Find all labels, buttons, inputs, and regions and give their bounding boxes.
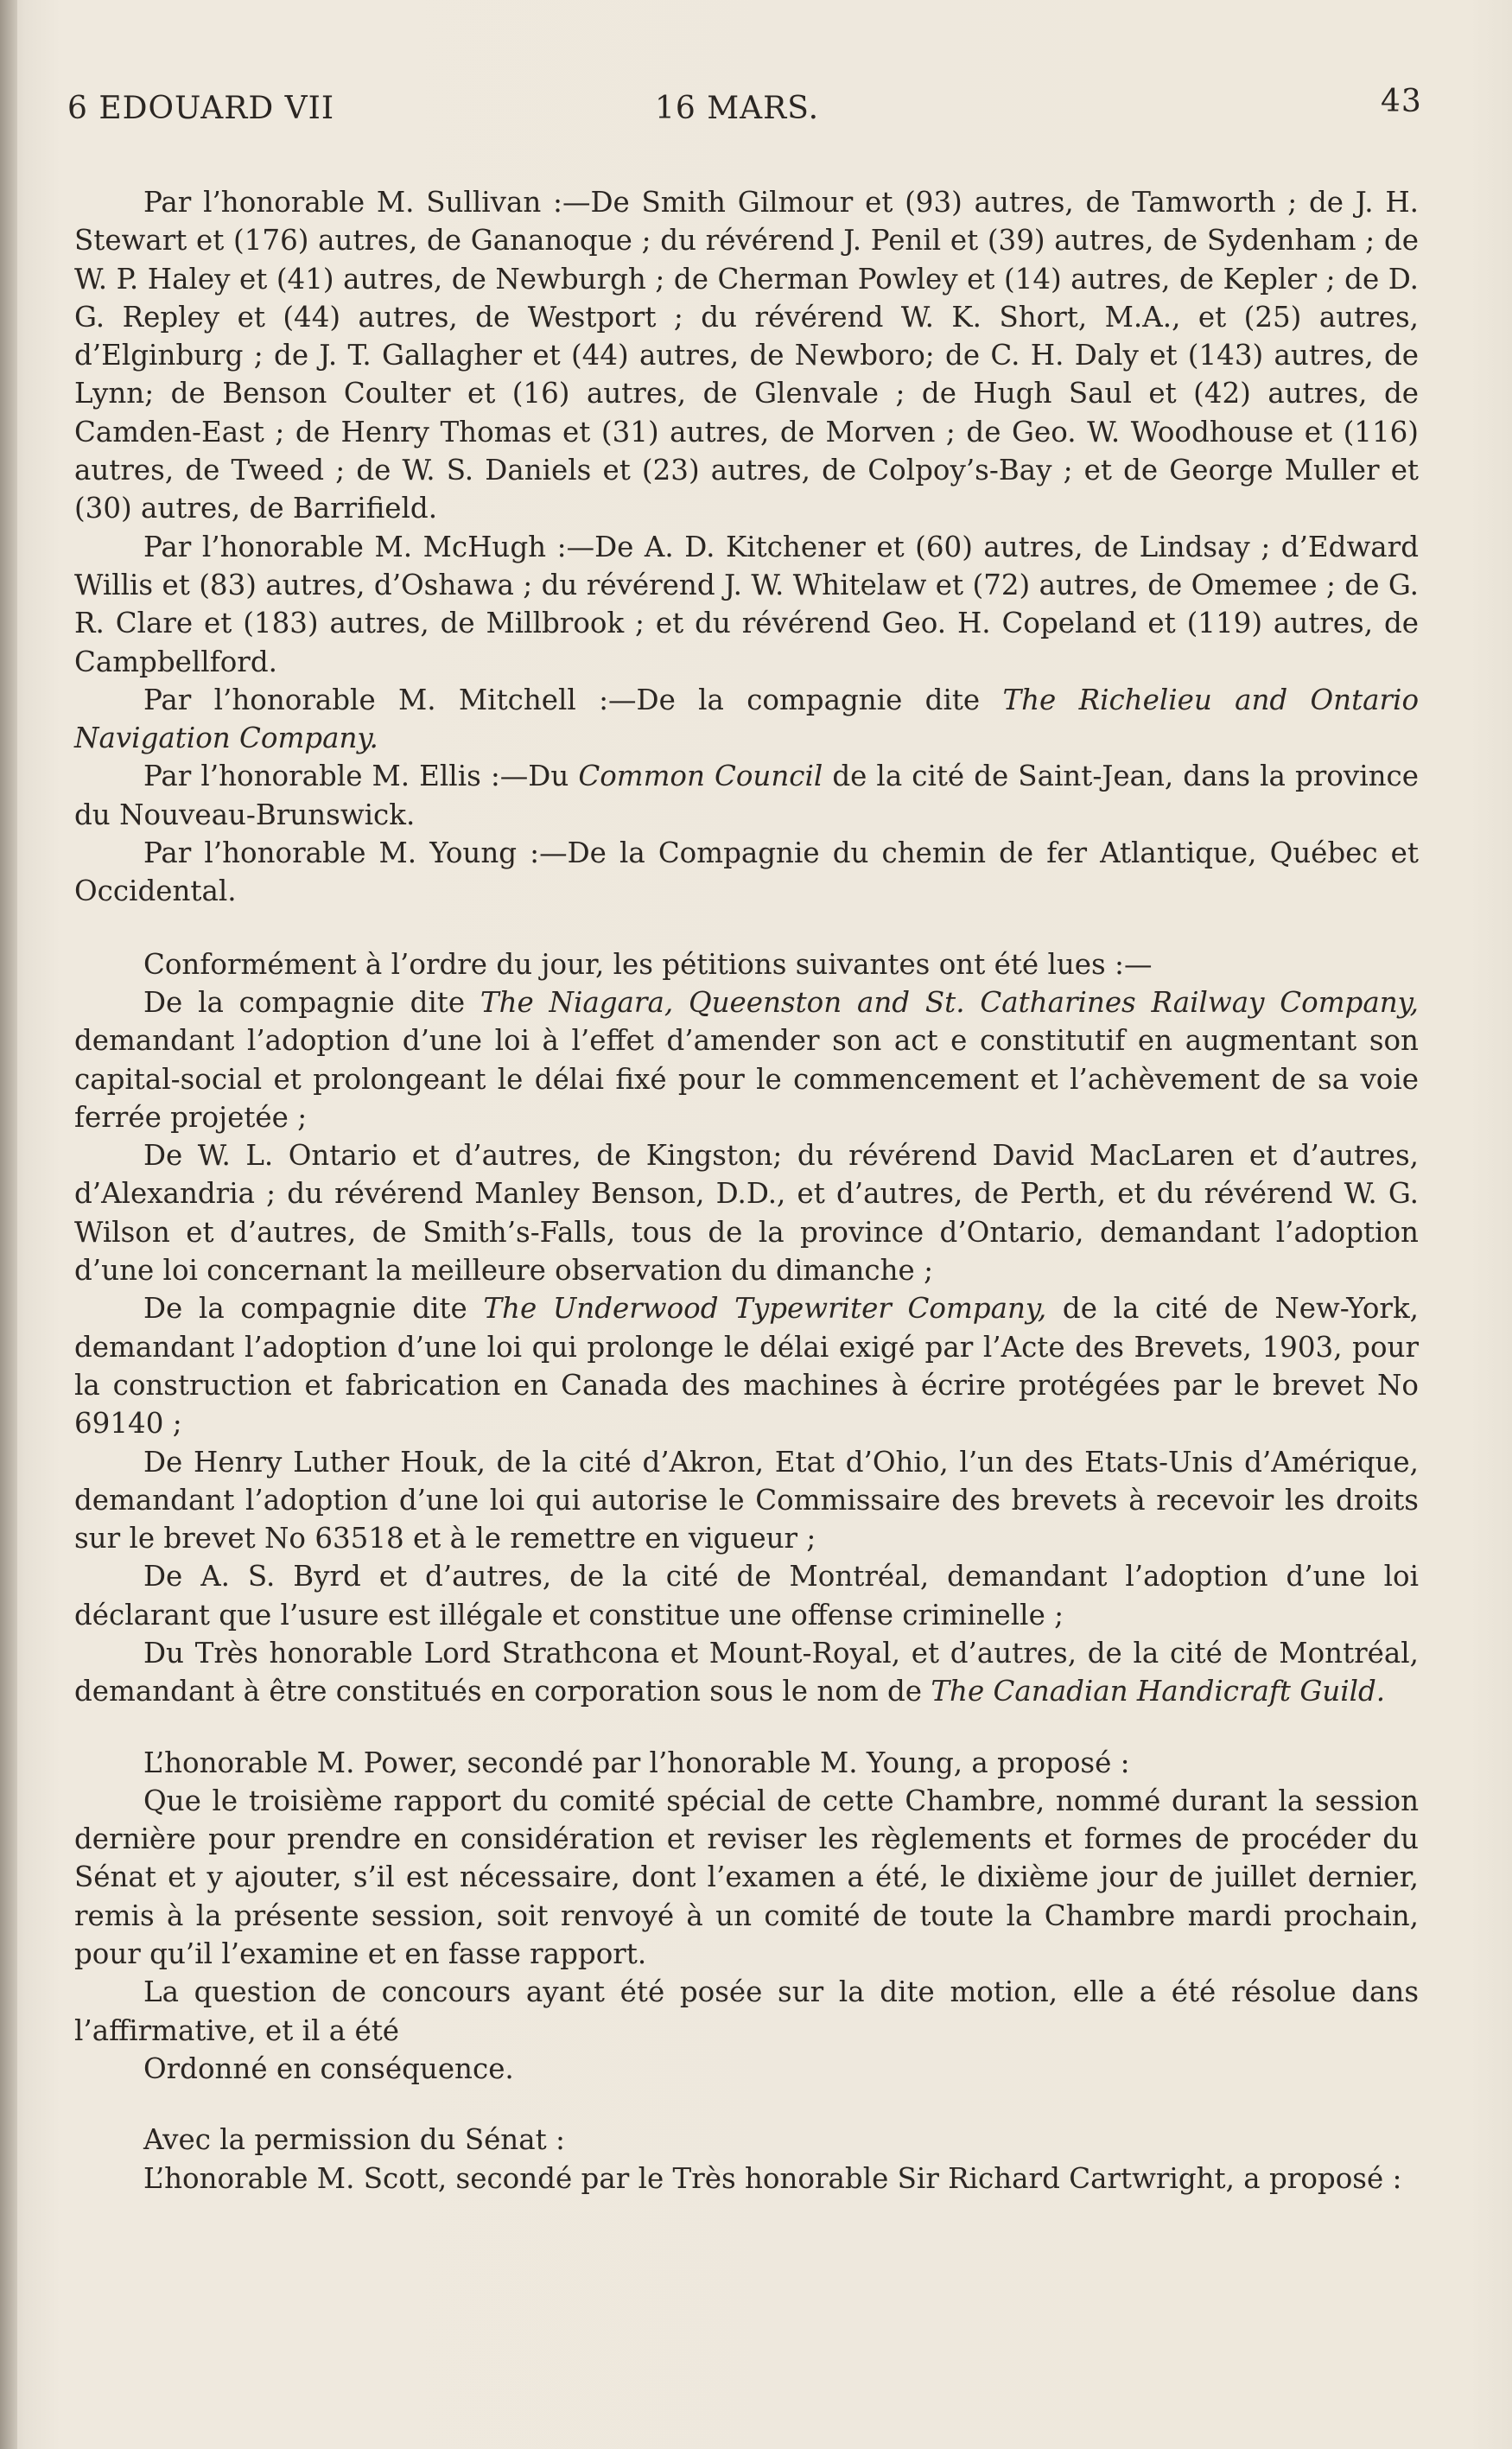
petition-handicraft-guild: Du Très honorable Lord Strathcona et Mount-Royal, et d’autres, de la cité de Montréal, demandant à être constitués en corporation sous le nom de The Canadian Handicraft Guild. xyxy=(74,1636,1419,1708)
petition-usury: De A. S. Byrd et d’autres, de la cité de Montréal, demandant l’adoption d’une loi déclarant que l’usure est illégale et constitue une offense criminelle ; xyxy=(74,1560,1419,1632)
page-body xyxy=(74,183,1419,2198)
scott-motion-intro: L’honorable M. Scott, secondé par le Très honorable Sir Richard Cartwright, a proposé : xyxy=(143,2161,1402,2195)
motion-text: Que le troisième rapport du comité spécial de cette Chambre, nommé durant la session dernière pour prendre en considération et reviser les règlements et formes de procéder du Sénat et y ajouter, s’il est nécessaire, dont l’examen a été, le dixième jour de juillet dernier, remis à la présente session, soit renvoyé à un comité de toute la Chambre mardi prochain, pour qu’il l’examine et en fasse rapport. xyxy=(74,1784,1419,1971)
petition-underwood-typewriter: De la compagnie dite The Underwood Typewriter Company, de la cité de New-York, demandant l’adoption d’une loi qui prolonge le délai exigé par l’Acte des Brevets, 1903, pour la construction et fabrication en Canada des machines à écrire protégées par le brevet No 69140 ; xyxy=(74,1292,1419,1441)
running-header-left: 6 EDOUARD VII xyxy=(67,91,335,126)
petition-sunday-observance: De W. L. Ontario et d’autres, de Kingston; du révérend David MacLaren et d’autres, d’Alexandria ; du révérend Manley Benson, D.D., et d’autres, de Perth, et du révérend W. G. Wilson et d’autres, de Smith’s-Falls, tous de la province d’Ontario, demandant l’adoption d’une loi concernant la meilleure observation du dimanche ; xyxy=(74,1139,1419,1288)
permission-line: Avec la permission du Sénat : xyxy=(143,2123,565,2157)
petition-houk-patent: De Henry Luther Houk, de la cité d’Akron, Etat d’Ohio, l’un des Etats-Unis d’Amérique, demandant l’adoption d’une loi qui autorise le Commissaire des brevets à recevoir les droits sur le brevet No 63518 et à le remettre en vigueur ; xyxy=(74,1445,1419,1555)
motion-ordered: Ordonné en conséquence. xyxy=(143,2051,514,2085)
motion-intro: L’honorable M. Power, secondé par l’honorable M. Young, a proposé : xyxy=(143,1746,1130,1779)
page-binding-edge xyxy=(0,0,17,2449)
running-header-date: 16 MARS. xyxy=(655,91,820,126)
petition-mchugh: Par l’honorable M. McHugh :—De A. D. Kitchener et (60) autres, de Lindsay ; d’Edward Willis et (83) autres, d’Oshawa ; du révérend J. W. Whitelaw et (72) autres, de Omemee ; de G. R. Clare et (183) autres, de Millbrook ; et du révérend Geo. H. Copeland et (119) autres, de Campbellford. xyxy=(74,530,1419,678)
petition-niagara-railway: De la compagnie dite The Niagara, Queenston and St. Catharines Railway Company, demandant l’adoption d’une loi à l’effet d’amender son act e constitutif en augmentant son capital-social et prolongeant le délai fixé pour le commencement et l’achèvement de sa voie ferrée projetée ; xyxy=(74,985,1419,1134)
petitions-read-intro: Conformément à l’ordre du jour, les pétitions suivantes ont été lues :— xyxy=(143,947,1153,981)
petition-ellis: Par l’honorable M. Ellis :—Du Common Council de la cité de Saint-Jean, dans la province du Nouveau-Brunswick. xyxy=(74,760,1419,831)
motion-question: La question de concours ayant été posée sur la dite motion, elle a été résolue dans l’affirmative, et il a été xyxy=(74,1975,1419,2047)
petition-young: Par l’honorable M. Young :—De la Compagnie du chemin de fer Atlantique, Québec et Occidental. xyxy=(74,836,1419,908)
petition-mitchell: Par l’honorable M. Mitchell :—De la compagnie dite The Richelieu and Ontario Navigation Company. xyxy=(74,683,1420,755)
petition-sullivan: Par l’honorable M. Sullivan :—De Smith Gilmour et (93) autres, de Tamworth ; de J. H. Stewart et (176) autres, de Gananoque ; du révérend J. Penil et (39) autres, de Sydenham ; de W. P. Haley et (41) autres, de Newburgh ; de Cherman Powley et (14) autres, de Kepler ; de D. G. Repley et (44) autres, de Westport ; du révérend W. K. Short, M.A., et (25) autres, d’Elginburg ; de J. T. Gallagher et (44) autres, de Newboro; de C. H. Daly et (143) autres, de Lynn; de Benson Coulter et (16) autres, de Glenvale ; de Hugh Saul et (42) autres, de Camden-East ; de Henry Thomas et (31) autres, de Morven ; de Geo. W. Woodhouse et (116) autres, de Tweed ; de W. S. Daniels et (23) autres, de Colpoy’s-Bay ; et de George Muller et (30) autres, de Barrifield. xyxy=(74,186,1419,525)
page-number: 43 xyxy=(1381,84,1422,119)
